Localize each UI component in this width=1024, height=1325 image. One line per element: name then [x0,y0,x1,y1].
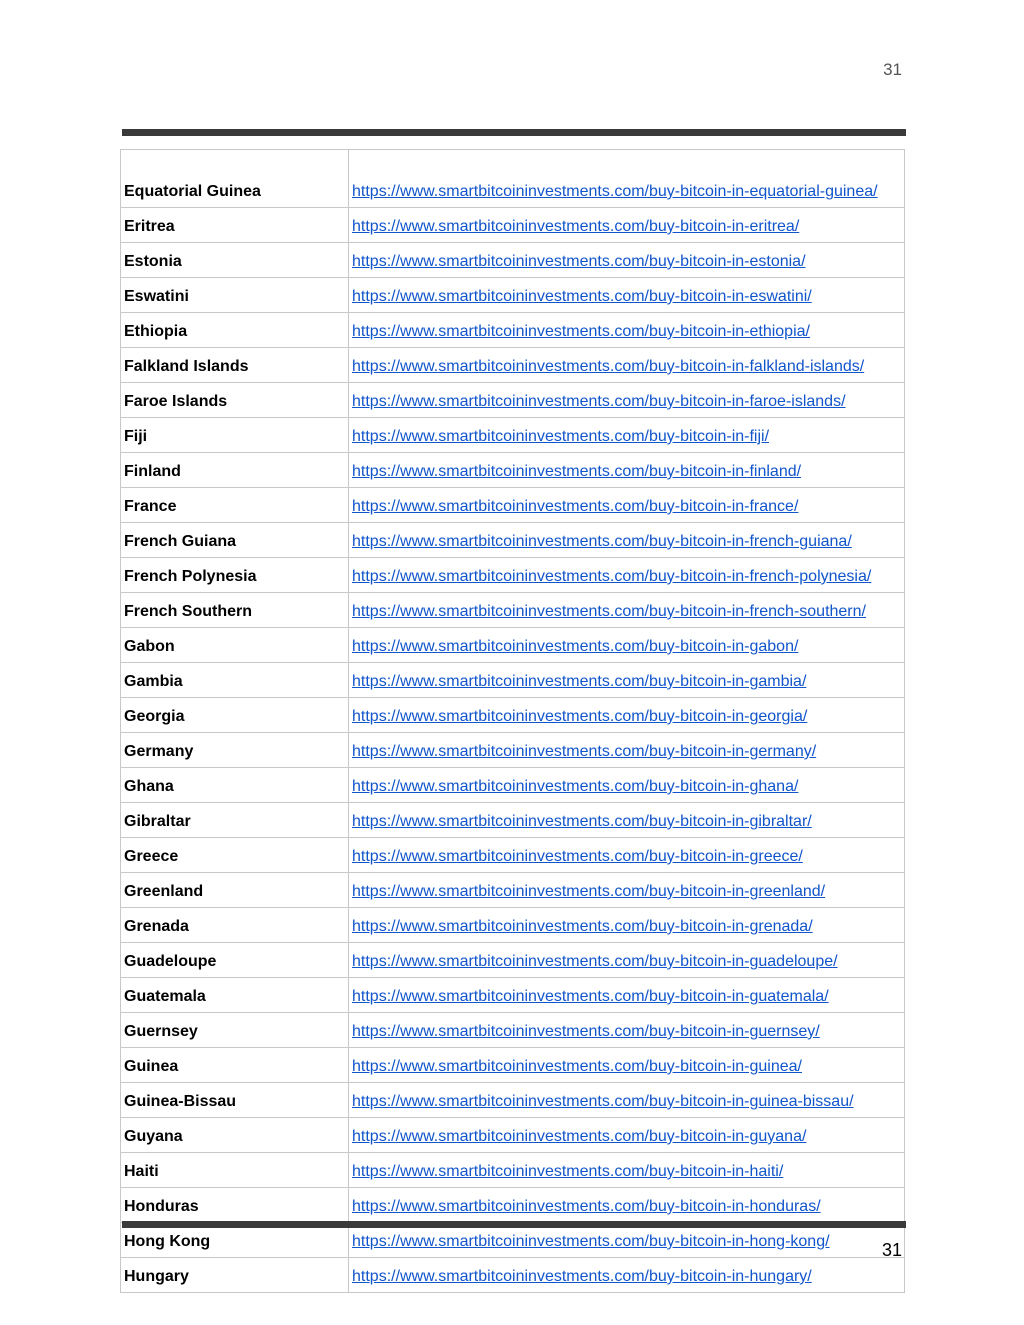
top-divider [122,129,906,136]
table-row [121,1013,905,1048]
footer-page-number: 31 [881,1240,902,1260]
country-link[interactable]: https://www.smartbitcoininvestments.com/buy-bitcoin-in-gambia/ [352,673,807,690]
table-row [121,418,905,453]
country-name: France [121,488,349,523]
country-link[interactable]: https://www.smartbitcoininvestments.com/buy-bitcoin-in-georgia/ [352,708,808,725]
table-row [121,1048,905,1083]
country-link[interactable]: https://www.smartbitcoininvestments.com/buy-bitcoin-in-equatorial-guinea/ [352,183,878,200]
table-row [121,348,905,383]
country-link[interactable]: https://www.smartbitcoininvestments.com/buy-bitcoin-in-gabon/ [352,638,799,655]
table-row [121,243,905,278]
country-name: French Southern [121,593,349,628]
country-link[interactable]: https://www.smartbitcoininvestments.com/buy-bitcoin-in-finland/ [352,463,802,480]
country-link[interactable]: https://www.smartbitcoininvestments.com/buy-bitcoin-in-eritrea/ [352,218,800,235]
country-link[interactable]: https://www.smartbitcoininvestments.com/buy-bitcoin-in-guadeloupe/ [352,953,838,970]
country-name: Finland [121,453,349,488]
country-name: Equatorial Guinea [121,150,349,208]
country-link[interactable]: https://www.smartbitcoininvestments.com/buy-bitcoin-in-faroe-islands/ [352,393,846,410]
country-name: Guatemala [121,978,349,1013]
country-name: French Guiana [121,523,349,558]
country-name: Fiji [121,418,349,453]
table-row [121,733,905,768]
link-cell [349,523,905,558]
table-row [121,1188,905,1223]
country-link[interactable]: https://www.smartbitcoininvestments.com/buy-bitcoin-in-falkland-islands/ [352,358,865,375]
country-link[interactable]: https://www.smartbitcoininvestments.com/buy-bitcoin-in-guyana/ [352,1128,807,1145]
country-name: French Polynesia [121,558,349,593]
link-cell [349,733,905,768]
table-row [121,453,905,488]
link-cell [349,278,905,313]
link-cell [349,1188,905,1223]
country-link[interactable]: https://www.smartbitcoininvestments.com/buy-bitcoin-in-gibraltar/ [352,813,812,830]
country-name: Ethiopia [121,313,349,348]
country-link[interactable]: https://www.smartbitcoininvestments.com/buy-bitcoin-in-haiti/ [352,1163,784,1180]
table-row [121,1153,905,1188]
link-cell [349,873,905,908]
link-cell [349,1153,905,1188]
country-link[interactable]: https://www.smartbitcoininvestments.com/buy-bitcoin-in-french-southern/ [352,603,866,620]
table-row [121,663,905,698]
country-link[interactable]: https://www.smartbitcoininvestments.com/buy-bitcoin-in-germany/ [352,743,817,760]
country-name: Haiti [121,1153,349,1188]
country-link-table [120,149,905,1293]
table-row [121,943,905,978]
link-cell [349,488,905,523]
link-cell [349,313,905,348]
country-name: Faroe Islands [121,383,349,418]
country-name: Guinea-Bissau [121,1083,349,1118]
table-row [121,978,905,1013]
country-link[interactable]: https://www.smartbitcoininvestments.com/buy-bitcoin-in-guinea-bissau/ [352,1093,854,1110]
country-name: Estonia [121,243,349,278]
country-link[interactable]: https://www.smartbitcoininvestments.com/buy-bitcoin-in-ghana/ [352,778,799,795]
table-row [121,803,905,838]
country-name: Greece [121,838,349,873]
country-name: Eswatini [121,278,349,313]
country-name: Georgia [121,698,349,733]
country-link[interactable]: https://www.smartbitcoininvestments.com/buy-bitcoin-in-guatemala/ [352,988,829,1005]
country-link[interactable]: https://www.smartbitcoininvestments.com/buy-bitcoin-in-ethiopia/ [352,323,810,340]
link-cell [349,1083,905,1118]
bottom-divider [122,1221,906,1228]
country-link[interactable]: https://www.smartbitcoininvestments.com/buy-bitcoin-in-france/ [352,498,799,515]
link-cell [349,150,905,208]
country-name: Guernsey [121,1013,349,1048]
country-name: Guyana [121,1118,349,1153]
country-name: Honduras [121,1188,349,1223]
country-name: Guinea [121,1048,349,1083]
link-cell [349,383,905,418]
country-link[interactable]: https://www.smartbitcoininvestments.com/buy-bitcoin-in-grenada/ [352,918,813,935]
country-link[interactable]: https://www.smartbitcoininvestments.com/buy-bitcoin-in-estonia/ [352,253,806,270]
table-row [121,1118,905,1153]
country-name: Ghana [121,768,349,803]
table-row [121,768,905,803]
country-name: Gabon [121,628,349,663]
country-link[interactable]: https://www.smartbitcoininvestments.com/buy-bitcoin-in-honduras/ [352,1198,821,1215]
country-name: Germany [121,733,349,768]
country-name: Greenland [121,873,349,908]
country-name: Hungary [121,1258,349,1293]
country-link[interactable]: https://www.smartbitcoininvestments.com/buy-bitcoin-in-greenland/ [352,883,826,900]
country-link[interactable]: https://www.smartbitcoininvestments.com/buy-bitcoin-in-eswatini/ [352,288,812,305]
link-cell [349,1048,905,1083]
link-cell [349,1118,905,1153]
table-row [121,208,905,243]
country-link[interactable]: https://www.smartbitcoininvestments.com/buy-bitcoin-in-guernsey/ [352,1023,820,1040]
link-cell [349,663,905,698]
table-row [121,313,905,348]
link-cell [349,698,905,733]
link-cell [349,978,905,1013]
table-body [121,150,905,1293]
table-row [121,558,905,593]
link-cell [349,208,905,243]
link-cell [349,558,905,593]
link-cell [349,453,905,488]
table-row [121,698,905,733]
table-row [121,838,905,873]
table-row [121,1258,905,1293]
link-cell [349,628,905,663]
link-cell [349,768,905,803]
link-cell [349,908,905,943]
table-row [121,523,905,558]
link-cell [349,1013,905,1048]
link-cell [349,593,905,628]
header-page-number: 31 [883,60,902,79]
country-link[interactable]: https://www.smartbitcoininvestments.com/buy-bitcoin-in-french-polynesia/ [352,568,872,585]
country-link[interactable]: https://www.smartbitcoininvestments.com/buy-bitcoin-in-fiji/ [352,428,770,445]
link-cell [349,418,905,453]
link-cell [349,348,905,383]
country-name: Hong Kong [121,1223,349,1258]
table-row [121,488,905,523]
link-cell [349,803,905,838]
country-name: Gambia [121,663,349,698]
country-name: Falkland Islands [121,348,349,383]
country-name: Eritrea [121,208,349,243]
table-row [121,150,905,208]
table-row [121,873,905,908]
country-link[interactable]: https://www.smartbitcoininvestments.com/buy-bitcoin-in-greece/ [352,848,803,865]
table-row [121,1083,905,1118]
country-link[interactable]: https://www.smartbitcoininvestments.com/buy-bitcoin-in-guinea/ [352,1058,802,1075]
link-cell [349,243,905,278]
table-row [121,908,905,943]
link-cell [349,838,905,873]
country-link[interactable]: https://www.smartbitcoininvestments.com/buy-bitcoin-in-hungary/ [352,1268,812,1285]
country-name: Grenada [121,908,349,943]
country-link[interactable]: https://www.smartbitcoininvestments.com/buy-bitcoin-in-french-guiana/ [352,533,852,550]
table-row [121,593,905,628]
country-name: Gibraltar [121,803,349,838]
table-row [121,278,905,313]
link-cell [349,943,905,978]
table-row [121,628,905,663]
link-cell [349,1258,905,1293]
table-row [121,383,905,418]
country-name: Guadeloupe [121,943,349,978]
country-link[interactable]: https://www.smartbitcoininvestments.com/buy-bitcoin-in-hong-kong/ [352,1233,830,1250]
